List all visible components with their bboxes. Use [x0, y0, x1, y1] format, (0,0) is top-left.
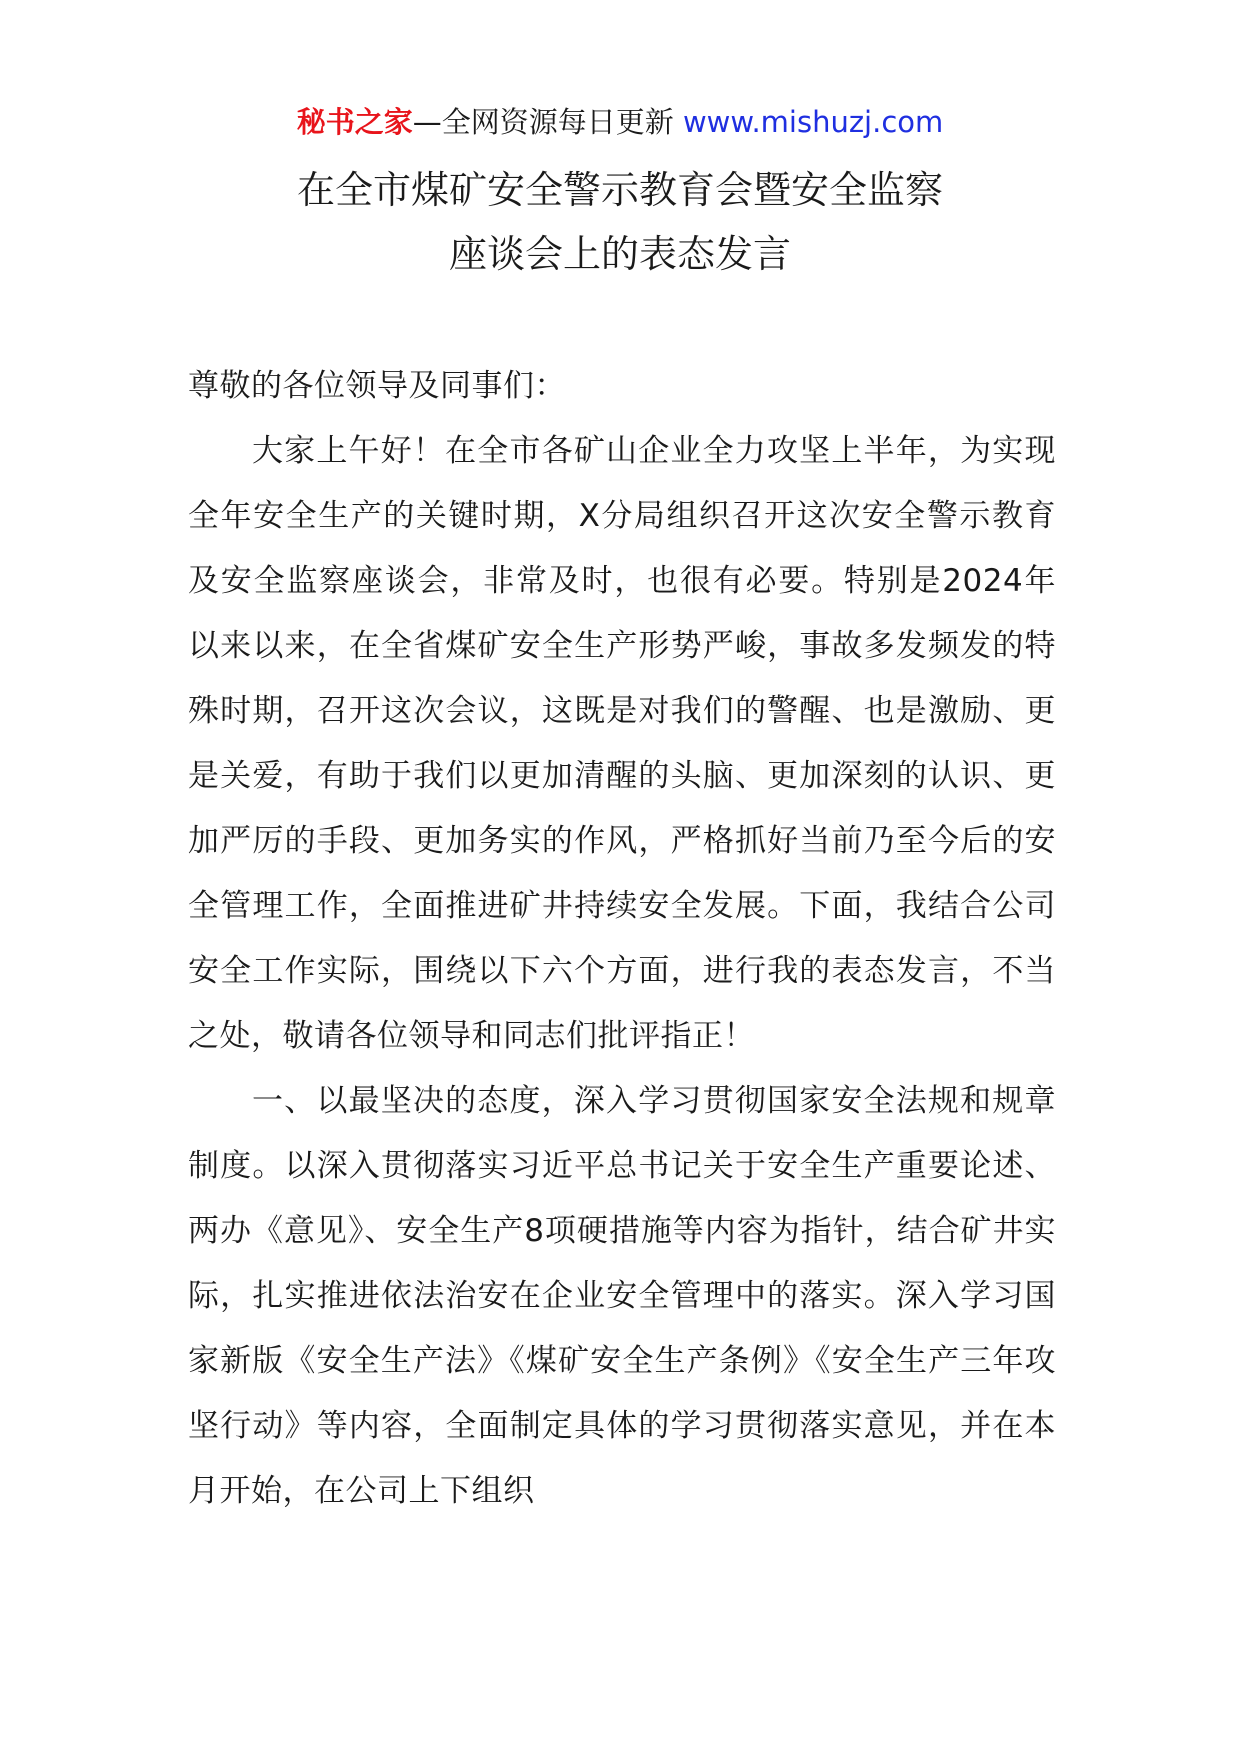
paragraph-section-one: 一、以最坚决的态度，深入学习贯彻国家安全法规和规章制度。以深入贯彻落实习近平总书记关于安全生产重要论述、两办《意见》、安全生产8项硬措施等内容为指针，结合矿井实际，扎实推进依法治安在企业安全管理中的落实。深入学习国家新版《安全生产法》《煤矿安全生产条例》《安全生产三年攻坚行动》等内容，全面制定具体的学习贯彻落实意见，并在本月开始，在公司上下组织: [188, 1083, 1056, 1509]
document-body: [188, 354, 1056, 1524]
site-url-link[interactable]: www.mishuzj.com: [682, 105, 944, 139]
site-header: [0, 100, 1240, 144]
paragraph-opening: 大家上午好！在全市各矿山企业全力攻坚上半年，为实现全年安全生产的关键时期，X分局组织召开这次安全警示教育及安全监察座谈会，非常及时，也很有必要。特别是2024年以来以来，在全省煤矿安全生产形势严峻，事故多发频发的特殊时期，召开这次会议，这既是对我们的警醒、也是激励、更是关爱，有助于我们以更加清醒的头脑、更加深刻的认识、更加严厉的手段、更加务实的作风，严格抓好当前乃至今后的安全管理工作，全面推进矿井持续安全发展。下面，我结合公司安全工作实际，围绕以下六个方面，进行我的表态发言，不当之处，敬请各位领导和同志们批评指正！: [188, 433, 1056, 1054]
title-line-2: 座谈会上的表态发言: [448, 232, 791, 276]
brand-name: 秘书之家: [296, 105, 413, 139]
document-title: [0, 158, 1240, 286]
title-line-1: 在全市煤矿安全警示教育会暨安全监察: [296, 168, 943, 212]
header-tagline: —全网资源每日更新: [412, 105, 674, 139]
salutation: 尊敬的各位领导及同事们：: [188, 368, 566, 404]
